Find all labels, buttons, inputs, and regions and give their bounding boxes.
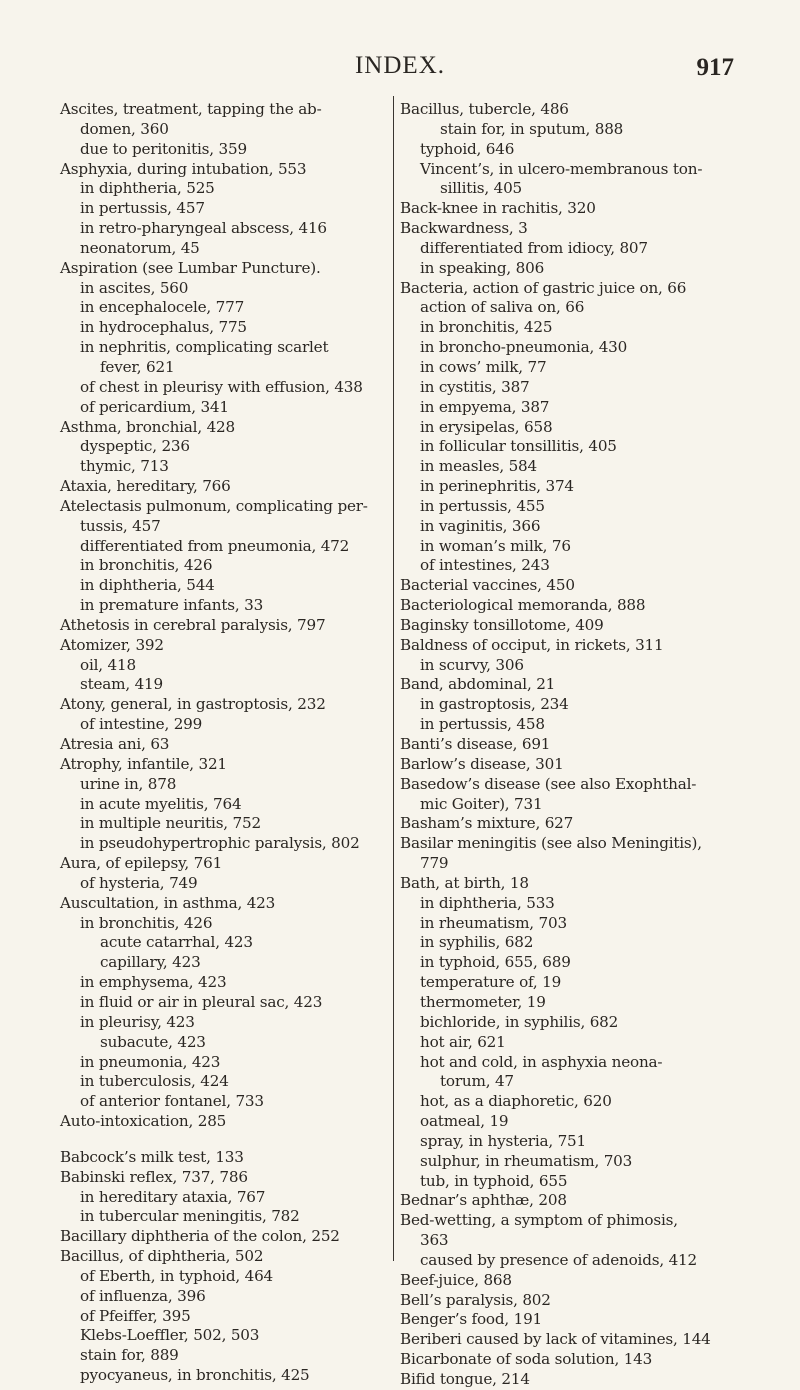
index-entry: Banti’s disease, 691	[400, 735, 551, 753]
index-subentry: in cystitis, 387	[420, 377, 530, 396]
index-subentry: in pleurisy, 423	[80, 1012, 195, 1031]
index-subentry: of pericardium, 341	[80, 397, 229, 416]
index-subentry: in cows’ milk, 77	[420, 357, 547, 376]
index-entry: Athetosis in cerebral paralysis, 797	[60, 615, 326, 634]
index-subentry: of anterior fontanel, 733	[80, 1092, 264, 1111]
index-subentry: in hydrocephalus, 775	[80, 318, 247, 337]
index-entry: Bednar’s aphthæ, 208	[400, 1191, 567, 1210]
index-subentry: neonatorum, 45	[80, 238, 200, 257]
index-subentry: hot air, 621	[420, 1032, 506, 1051]
index-subentry: mic Goiter), 731	[420, 794, 543, 813]
index-entry: Ascites, treatment, tapping the ab-	[60, 100, 322, 118]
index-subentry: differentiated from idiocy, 807	[420, 238, 648, 257]
index-subentry: in pseudohypertrophic paralysis, 802	[80, 834, 360, 853]
index-entry: Baginsky tonsillotome, 409	[400, 615, 604, 634]
index-entry: Bicarbonate of soda solution, 143	[400, 1350, 653, 1369]
index-subentry: spray, in hysteria, 751	[420, 1131, 586, 1150]
index-subentry: 779	[420, 854, 449, 873]
index-subentry: in ascites, 560	[80, 278, 189, 297]
index-subentry: fever, 621	[100, 357, 175, 376]
index-subentry: in bronchitis, 425	[420, 318, 553, 337]
index-subentry: in diphtheria, 525	[80, 179, 215, 198]
index-subentry: caused by presence of adenoids, 412	[420, 1250, 697, 1269]
index-subentry: capillary, 423	[100, 953, 201, 972]
index-subentry: in acute myelitis, 764	[80, 794, 242, 813]
index-subentry: torum, 47	[440, 1072, 514, 1091]
index-subentry: oil, 418	[80, 655, 136, 674]
index-subentry: urine in, 878	[80, 774, 177, 793]
index-entry: Auscultation, in asthma, 423	[60, 893, 276, 912]
index-subentry: domen, 360	[80, 119, 169, 138]
index-entry: Bath, at birth, 18	[400, 873, 529, 892]
index-subentry: thymic, 713	[80, 457, 169, 476]
index-entry: Bacillus, of diphtheria, 502	[60, 1247, 264, 1266]
index-subentry: hot and cold, in asphyxia neona-	[420, 1052, 663, 1071]
index-subentry: in follicular tonsillitis, 405	[420, 437, 617, 456]
index-subentry: in perinephritis, 374	[420, 477, 574, 496]
index-subentry: in pneumonia, 423	[80, 1052, 221, 1071]
index-entry: Basedow’s disease (see also Exophthal-	[400, 774, 697, 793]
index-subentry: typhoid, 646	[420, 139, 515, 158]
index-subentry: in pertussis, 455	[420, 496, 545, 515]
page-header	[0, 48, 800, 88]
index-subentry: thermometer, 19	[420, 992, 546, 1011]
index-subentry: tussis, 457	[80, 516, 161, 535]
index-entry: Auto-intoxication, 285	[60, 1112, 227, 1131]
index-entry: Bell’s paralysis, 802	[400, 1290, 551, 1309]
index-subentry: in emphysema, 423	[80, 973, 227, 992]
index-subentry: in rheumatism, 703	[420, 913, 567, 932]
index-subentry: in syphilis, 682	[420, 933, 534, 952]
index-subentry: in pertussis, 457	[80, 199, 205, 218]
index-entry: Atony, general, in gastroptosis, 232	[60, 695, 326, 714]
index-entry: Beef-juice, 868	[400, 1270, 512, 1289]
column-divider	[393, 96, 394, 1261]
index-subentry: 363	[420, 1231, 449, 1250]
index-entry: Barlow’s disease, 301	[400, 754, 564, 773]
index-subentry: acute catarrhal, 423	[100, 933, 253, 952]
index-subentry: in woman’s milk, 76	[420, 536, 571, 555]
index-subentry: of intestines, 243	[420, 556, 550, 575]
index-subentry: stain for, 889	[80, 1346, 179, 1365]
index-subentry: Klebs-Loeffler, 502, 503	[80, 1326, 260, 1345]
index-subentry: in speaking, 806	[420, 258, 545, 277]
index-subentry: in erysipelas, 658	[420, 417, 553, 436]
index-entry: Baldness of occiput, in rickets, 311	[400, 635, 664, 654]
index-subentry: of Pfeiffer, 395	[80, 1306, 191, 1325]
index-entry: Benger’s food, 191	[400, 1310, 543, 1329]
index-column-right	[400, 100, 740, 1390]
index-subentry: in diphtheria, 544	[80, 576, 215, 595]
index-entry: Atrophy, infantile, 321	[60, 754, 227, 773]
index-entry: Beriberi caused by lack of vitamines, 144	[400, 1330, 711, 1349]
index-subentry: in diphtheria, 533	[420, 893, 555, 912]
index-subentry: in multiple neuritis, 752	[80, 814, 261, 833]
index-subentry: in measles, 584	[420, 457, 537, 476]
index-subentry: differentiated from pneumonia, 472	[80, 536, 350, 555]
index-subentry: in vaginitis, 366	[420, 516, 541, 535]
index-entry: Bed-wetting, a symptom of phimosis,	[400, 1211, 678, 1230]
index-subentry: in tubercular meningitis, 782	[80, 1207, 300, 1226]
index-subentry: of chest in pleurisy with effusion, 438	[80, 377, 363, 396]
index-subentry: oatmeal, 19	[420, 1112, 509, 1131]
index-subentry: in encephalocele, 777	[80, 298, 245, 317]
running-title: INDEX.	[354, 52, 445, 79]
index-entry: Asthma, bronchial, 428	[60, 417, 235, 436]
index-subentry: of hysteria, 749	[80, 873, 198, 892]
index-subentry: stain for, in sputum, 888	[440, 119, 624, 138]
index-subentry: dyspeptic, 236	[80, 437, 190, 456]
index-subentry: tub, in typhoid, 655	[420, 1171, 568, 1190]
index-entry: Basham’s mixture, 627	[400, 814, 574, 833]
index-entry: Asphyxia, during intubation, 553	[60, 159, 307, 178]
index-subentry: sillitis, 405	[440, 179, 523, 198]
index-subentry: in pertussis, 458	[420, 715, 545, 734]
index-entry: Bacteriological memoranda, 888	[400, 596, 646, 615]
index-entry: Bifid tongue, 214	[400, 1370, 530, 1388]
index-entry: Aspiration (see Lumbar Puncture).	[60, 258, 321, 277]
index-subentry: in empyema, 387	[420, 397, 550, 416]
index-subentry: hot, as a diaphoretic, 620	[420, 1092, 612, 1111]
index-subentry: steam, 419	[80, 675, 163, 694]
index-subentry: bichloride, in syphilis, 682	[420, 1012, 619, 1031]
index-subentry: in broncho-pneumonia, 430	[420, 338, 628, 357]
index-entry: Backwardness, 3	[400, 219, 528, 238]
index-subentry: of intestine, 299	[80, 715, 203, 734]
index-subentry: in bronchitis, 426	[80, 556, 213, 575]
index-subentry: in tuberculosis, 424	[80, 1072, 229, 1091]
index-subentry: sulphur, in rheumatism, 703	[420, 1151, 633, 1170]
index-entry: Atresia ani, 63	[60, 735, 170, 753]
index-subentry: in scurvy, 306	[420, 655, 524, 674]
index-entry: Basilar meningitis (see also Meningitis),	[400, 834, 702, 853]
index-subentry: in gastroptosis, 234	[420, 695, 569, 714]
index-subentry: subacute, 423	[100, 1032, 206, 1051]
index-entry: Back-knee in rachitis, 320	[400, 199, 596, 218]
index-entry: Band, abdominal, 21	[400, 675, 556, 694]
index-subentry: in fluid or air in pleural sac, 423	[80, 992, 323, 1011]
index-entry: Babcock’s milk test, 133	[60, 1147, 244, 1166]
section-gap	[60, 1132, 388, 1148]
index-entry: Atomizer, 392	[60, 635, 164, 654]
index-subentry: due to peritonitis, 359	[80, 139, 247, 158]
index-subentry: in premature infants, 33	[80, 596, 264, 615]
index-subentry: of Eberth, in typhoid, 464	[80, 1266, 274, 1285]
index-entry: Bacterial vaccines, 450	[400, 576, 575, 595]
index-entry: Bacillary diphtheria of the colon, 252	[60, 1227, 340, 1246]
index-subentry: in retro-pharyngeal abscess, 416	[80, 219, 327, 238]
index-entry: Babinski reflex, 737, 786	[60, 1167, 248, 1186]
index-entry: Atelectasis pulmonum, complicating per-	[60, 496, 368, 515]
index-entry: Aura, of epilepsy, 761	[60, 854, 223, 873]
index-subentry: of influenza, 396	[80, 1286, 206, 1305]
index-subentry: temperature of, 19	[420, 973, 562, 992]
index-subentry: in bronchitis, 426	[80, 913, 213, 932]
index-entry: Bacteria, action of gastric juice on, 66	[400, 278, 687, 297]
index-subentry: Vincent’s, in ulcero-membranous ton-	[420, 159, 703, 178]
index-subentry: in nephritis, complicating scarlet	[80, 338, 329, 357]
index-subentry: action of saliva on, 66	[420, 298, 585, 317]
index-entry: Ataxia, hereditary, 766	[60, 477, 231, 496]
index-subentry: pyocyaneus, in bronchitis, 425	[80, 1366, 310, 1385]
index-subentry: in hereditary ataxia, 767	[80, 1187, 266, 1206]
index-subentry: in typhoid, 655, 689	[420, 953, 571, 972]
page-number: 917	[696, 54, 734, 81]
index-entry: Bacillus, tubercle, 486	[400, 100, 569, 118]
index-column-left	[60, 100, 388, 1386]
